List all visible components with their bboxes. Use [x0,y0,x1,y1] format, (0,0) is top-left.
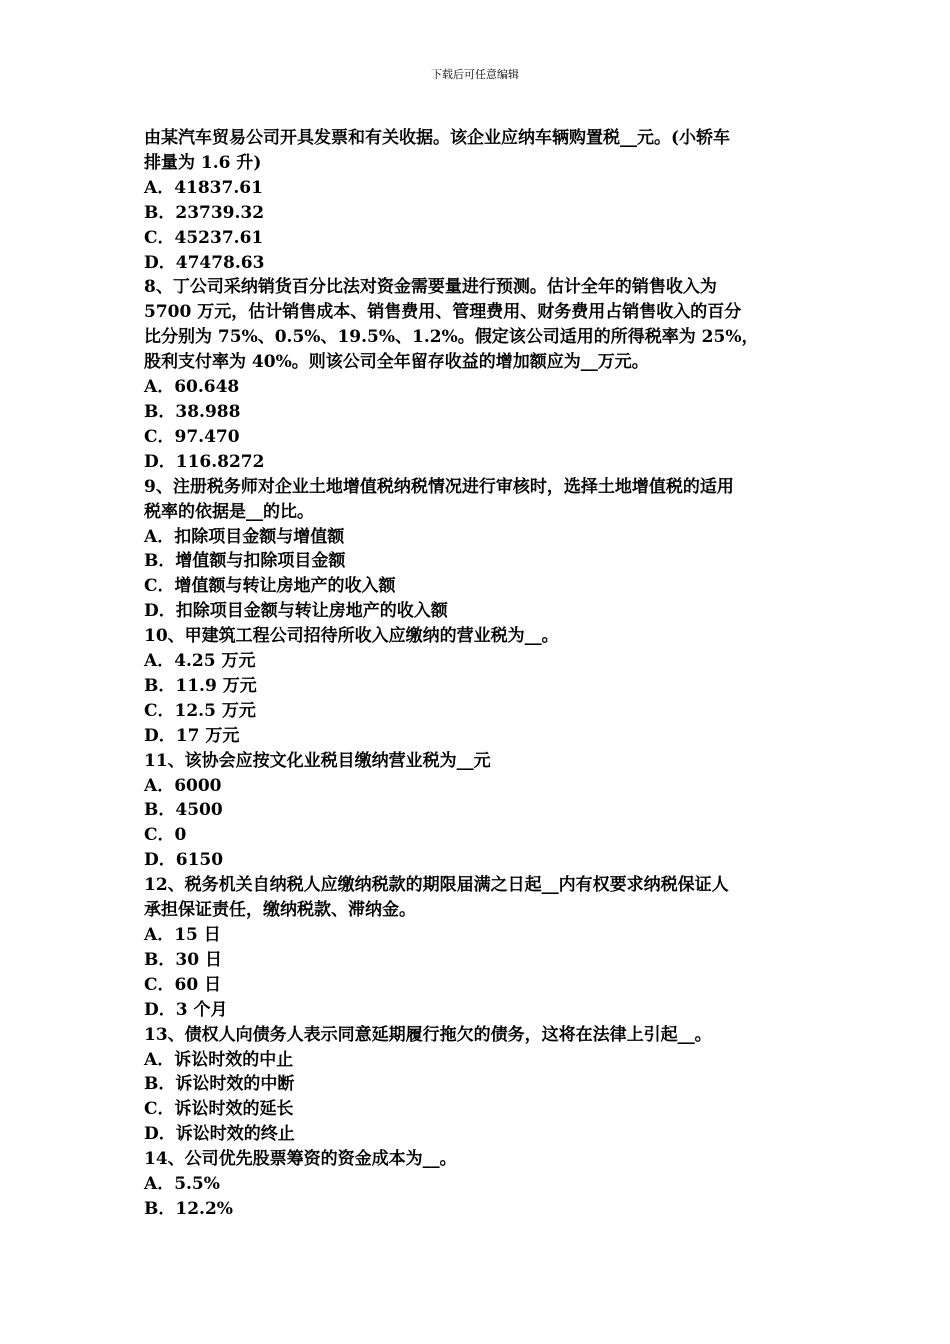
text-line: A．60.648 [144,377,240,398]
text-line: 承担保证责任，缴纳税款、滞纳金。 [144,900,416,921]
text-line: 比分别为 75%、0.5%、19.5%、1.2%。假定该公司适用的所得税率为 25%， [144,327,759,348]
text-line: 13、债权人向债务人表示同意延期履行拖欠的债务，这将在法律上引起__。 [144,1024,712,1045]
text-line: C．0 [144,825,187,846]
text-line: 税率的依据是__的比。 [144,501,314,522]
text-line: A．41837.61 [144,177,263,198]
text-line: A．4.25 万元 [144,651,256,672]
text-line: C．45237.61 [144,227,264,248]
text-line: 14、公司优先股票筹资的资金成本为__。 [144,1149,457,1170]
text-line: 排量为 1.6 升) [144,152,262,173]
text-line: A．诉讼时效的中止 [144,1049,294,1070]
text-line: 8、丁公司采纳销货百分比法对资金需要量进行预测。估计全年的销售收入为 [144,277,717,298]
text-line: 9、注册税务师对企业土地增值税纳税情况进行审核时，选择土地增值税的适用 [144,476,734,497]
text-line: A．扣除项目金额与增值额 [144,526,345,547]
text-line: D．6150 [144,850,224,871]
text-line: 11、该协会应按文化业税目缴纳营业税为__元 [144,750,491,771]
text-line: A．6000 [144,775,222,796]
text-line: C．诉讼时效的延长 [144,1099,294,1120]
text-line: B．23739.32 [144,202,265,223]
text-line: C．97.470 [144,426,240,447]
text-line: 10、甲建筑工程公司招待所收入应缴纳的营业税为__。 [144,626,559,647]
text-line: 12、税务机关自纳税人应缴纳税款的期限届满之日起__内有权要求纳税保证人 [144,875,729,896]
text-line: 5700 万元，估计销售成本、销售费用、管理费用、财务费用占销售收入的百分 [144,302,742,323]
text-line: B．增值额与扣除项目金额 [144,551,346,572]
text-line: D．3 个月 [144,999,228,1020]
text-line: D．116.8272 [144,451,265,472]
text-line: C．增值额与转让房地产的收入额 [144,576,396,597]
text-line: D．47478.63 [144,252,265,273]
text-line: 由某汽车贸易公司开具发票和有关收据。该企业应纳车辆购置税__元。(小轿车 [144,128,731,148]
text-line: B．4500 [144,800,223,821]
text-line: 股利支付率为 40%。则该公司全年留存收益的增加额应为__万元。 [144,352,649,373]
text-line: B．12.2% [144,1198,233,1219]
text-line: D．17 万元 [144,725,240,746]
text-line: C．12.5 万元 [144,700,256,721]
text-line: A．5.5% [144,1174,220,1195]
text-line: B．30 日 [144,949,222,970]
text-line: B．诉讼时效的中断 [144,1074,295,1095]
text-line: D．诉讼时效的终止 [144,1124,295,1145]
text-line: B．11.9 万元 [144,675,257,696]
page-header: 下载后可任意编辑 [431,68,519,81]
text-line: D．扣除项目金额与转让房地产的收入额 [144,601,448,622]
text-line: A．15 日 [144,925,221,945]
document-body [144,126,814,1222]
text-line: B．38.988 [144,401,241,422]
text-line: C．60 日 [144,974,222,995]
